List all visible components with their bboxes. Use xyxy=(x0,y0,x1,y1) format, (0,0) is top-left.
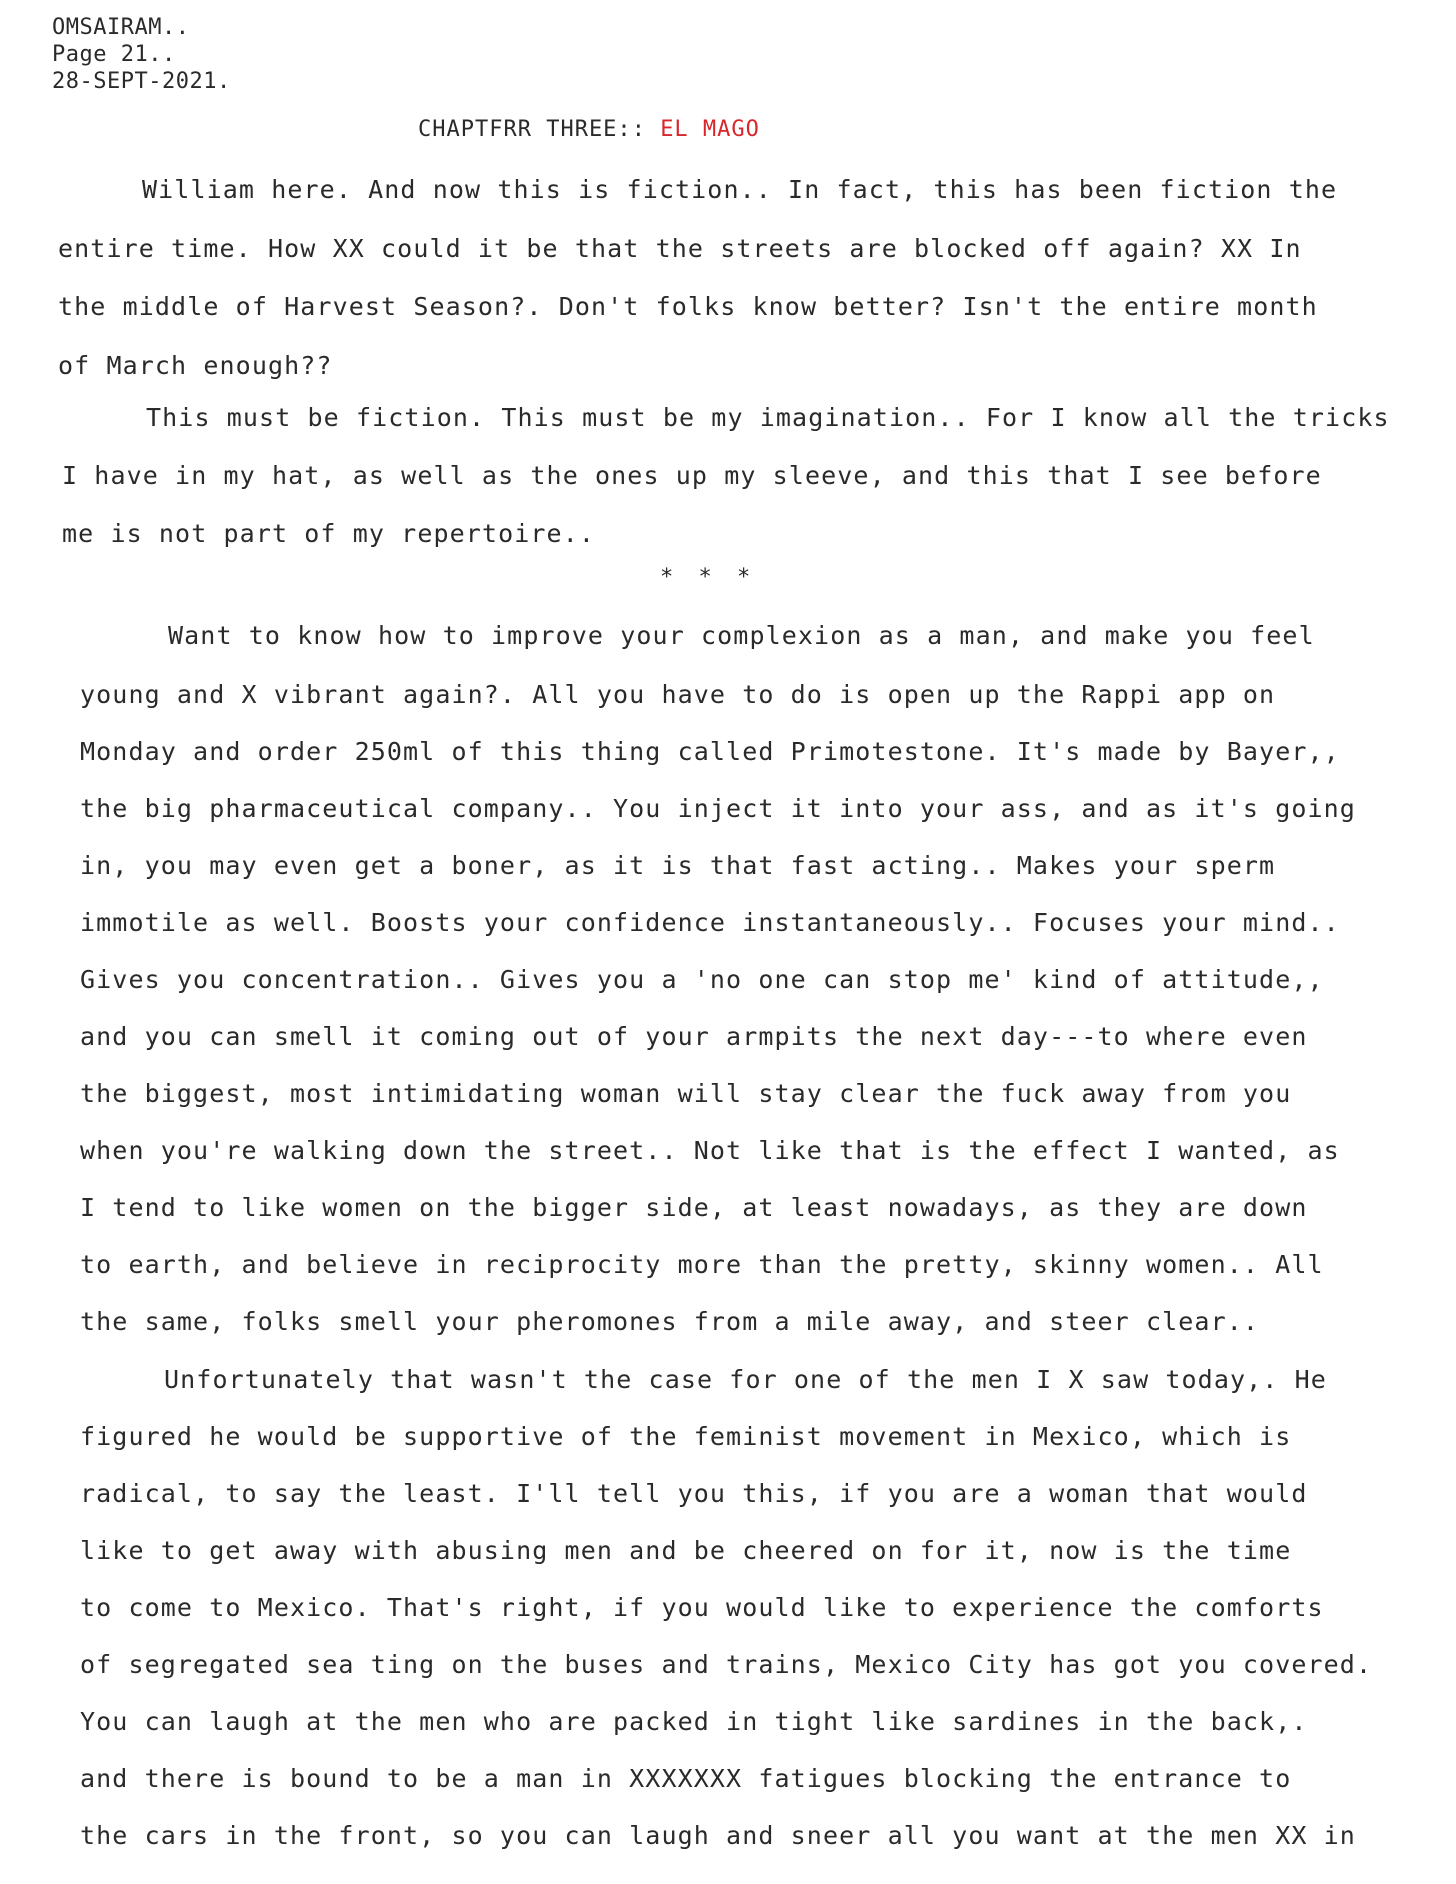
text-line: the big pharmaceutical company.. You inject it into your ass, and as it's going xyxy=(80,794,1356,823)
text-line: the cars in the front, so you can laugh and sneer all you want at the men XX in xyxy=(80,1821,1356,1850)
text-line: when you're walking down the street.. Not like that is the effect I wanted, as xyxy=(80,1136,1340,1165)
text-line: of segregated sea ting on the buses and trains, Mexico City has got you covered. xyxy=(80,1650,1373,1679)
text-line: and there is bound to be a man in XXXXXXX fatigues blocking the entrance to xyxy=(80,1764,1292,1793)
section-divider: * * * xyxy=(660,565,757,590)
text-line: Unfortunately that wasn't the case for one of the men I X saw today,. He xyxy=(164,1365,1327,1394)
text-line: This must be fiction. This must be my imagination.. For I know all the tricks xyxy=(146,403,1390,432)
text-line: Monday and order 250ml of this thing called Primotestone. It's made by Bayer,, xyxy=(80,737,1340,766)
text-line: William here. And now this is fiction.. In fact, this has been fiction the xyxy=(142,175,1338,204)
text-line: entire time. How XX could it be that the streets are blocked off again? XX In xyxy=(58,234,1302,263)
text-line: in, you may even get a boner, as it is that fast acting.. Makes your sperm xyxy=(80,851,1276,880)
text-line: radical, to say the least. I'll tell you this, if you are a woman that would xyxy=(80,1479,1308,1508)
text-line: Want to know how to improve your complexion as a man, and make you feel xyxy=(168,621,1315,650)
chapter-separator: : xyxy=(631,117,646,142)
text-line: the biggest, most intimidating woman will stay clear the fuck away from you xyxy=(80,1079,1292,1108)
text-line: I tend to like women on the bigger side, at least nowadays, as they are down xyxy=(80,1193,1308,1222)
text-line: You can laugh at the men who are packed in tight like sardines in the back,. xyxy=(80,1707,1308,1736)
text-line: figured he would be supportive of the feminist movement in Mexico, which is xyxy=(80,1422,1292,1451)
text-line: I have in my hat, as well as the ones up my sleeve, and this that I see before xyxy=(62,461,1322,490)
text-line: Gives you concentration.. Gives you a 'no one can stop me' kind of attitude,, xyxy=(80,965,1324,994)
text-line: the middle of Harvest Season?. Don't folks know better? Isn't the entire month xyxy=(58,292,1318,321)
text-line: and you can smell it coming out of your armpits the next day---to where even xyxy=(80,1022,1308,1051)
text-line: the same, folks smell your pheromones from a mile away, and steer clear.. xyxy=(80,1307,1260,1336)
text-line: immotile as well. Boosts your confidence instantaneously.. Focuses your mind.. xyxy=(80,908,1340,937)
text-line: of March enough?? xyxy=(58,351,333,380)
chapter-prefix: CHAPTFRR THREE: xyxy=(418,117,632,142)
text-line: me is not part of my repertoire.. xyxy=(62,519,595,548)
text-line: to earth, and believe in reciprocity more than the pretty, skinny women.. All xyxy=(80,1250,1324,1279)
page-header xyxy=(52,14,231,95)
text-line: young and X vibrant again?. All you have to do is open up the Rappi app on xyxy=(80,680,1276,709)
text-line: to come to Mexico. That's right, if you would like to experience the comforts xyxy=(80,1593,1324,1622)
text-line: like to get away with abusing men and be cheered on for it, now is the time xyxy=(80,1536,1292,1565)
chapter-heading xyxy=(418,117,760,142)
header-line-1: OMSAIRAM.. xyxy=(52,15,190,40)
header-line-3: 28-SEPT-2021. xyxy=(52,69,231,94)
header-line-2: Page 21.. xyxy=(52,42,176,67)
chapter-title: EL MAGO xyxy=(660,117,760,142)
